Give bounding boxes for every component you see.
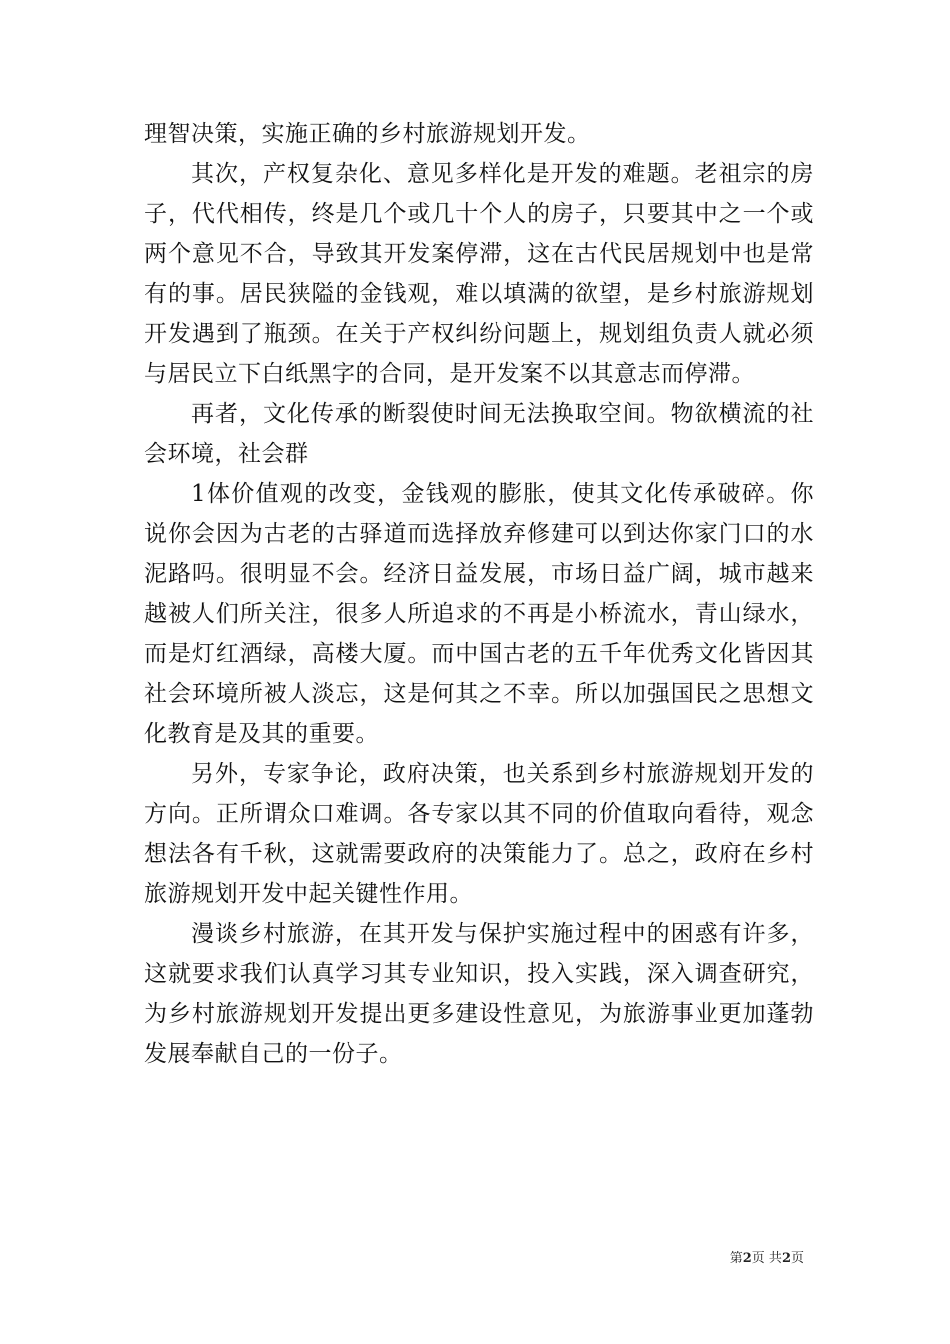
footer-current-page: 2 xyxy=(742,1251,752,1266)
paragraph-4: 1体价值观的改变，金钱观的膨胀，使其文化传承破碎。你说你会因为古老的古驿道而选择放弃修建可以到达你家门口的水泥路吗。很明显不会。经济日益发展，市场日益广阔，城市越来越被人们所关注，很多人所追求的不再是小桥流水，青山绿水，而是灯红酒绿，高楼大厦。而中国古老的五千年优秀文化皆因其社会环境所被人淡忘，这是何其之不幸。所以加强国民之思想文化教育是及其的重要。 xyxy=(144,481,814,747)
paragraph-3: 再者，文化传承的断裂使时间无法换取空间。物欲横流的社会环境，社会群 xyxy=(144,401,814,467)
footer-prefix: 第 xyxy=(729,1251,743,1266)
paragraph-2: 其次，产权复杂化、意见多样化是开发的难题。老祖宗的房子，代代相传，终是几个或几十个人的房子，只要其中之一个或两个意见不合，导致其开发案停滞，这在古代民居规划中也是常有的事。居民狭隘的金钱观，难以填满的欲望，是乡村旅游规划开发遇到了瓶颈。在关于产权纠纷问题上，规划组负责人就必须与居民立下白纸黑字的合同，是开发案不以其意志而停滞。 xyxy=(144,161,814,387)
footer-total-pages: 2 xyxy=(781,1251,791,1266)
footer-middle: 页 共 xyxy=(751,1251,782,1266)
page-number-footer xyxy=(730,1247,804,1266)
paragraph-5: 另外，专家争论，政府决策，也关系到乡村旅游规划开发的方向。正所谓众口难调。各专家以其不同的价值取向看待，观念想法各有千秋，这就需要政府的决策能力了。总之，政府在乡村旅游规划开发中起关键性作用。 xyxy=(144,761,814,907)
paragraph-1: 理智决策，实施正确的乡村旅游规划开发。 xyxy=(144,121,591,147)
document-body xyxy=(144,114,814,1074)
paragraph-6: 漫谈乡村旅游，在其开发与保护实施过程中的困惑有许多，这就要求我们认真学习其专业知识，投入实践，深入调查研究，为乡村旅游规划开发提出更多建设性意见，为旅游事业更加蓬勃发展奉献自己的一份子。 xyxy=(144,921,814,1067)
footer-suffix: 页 xyxy=(790,1251,804,1266)
